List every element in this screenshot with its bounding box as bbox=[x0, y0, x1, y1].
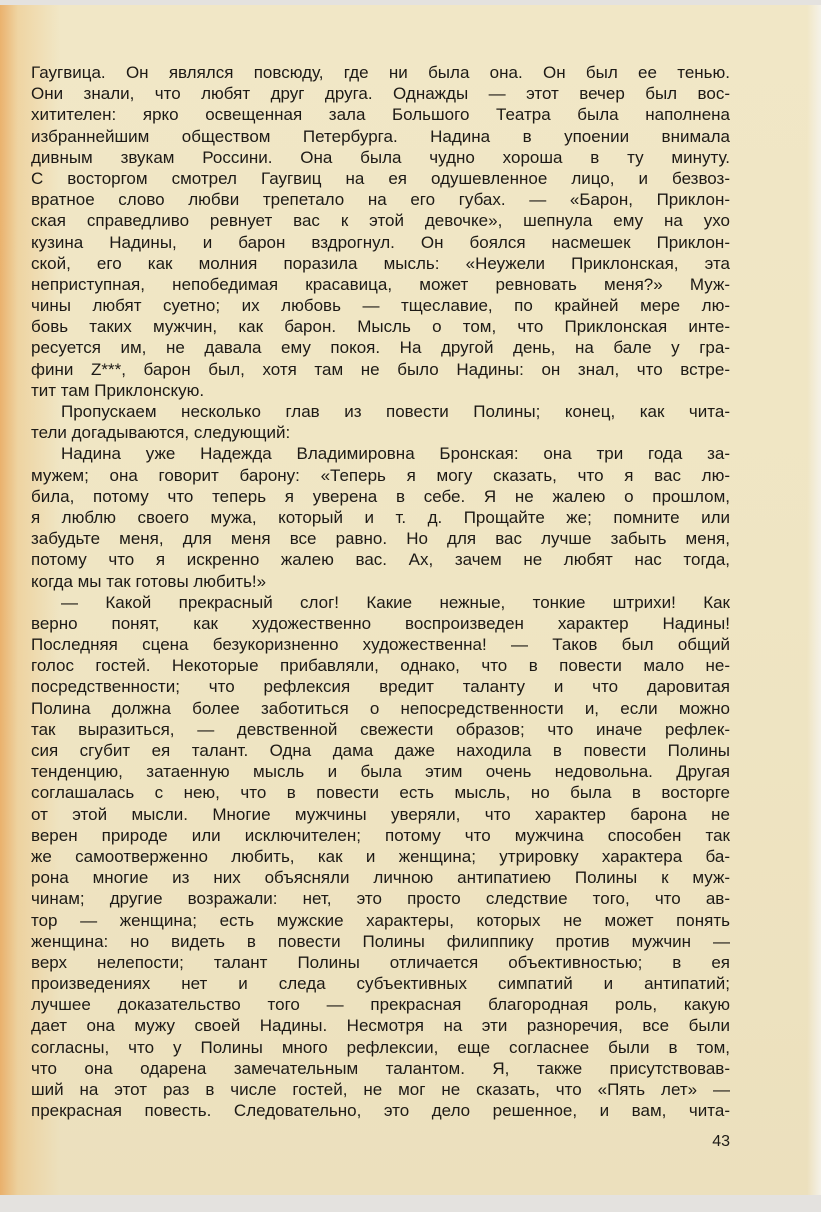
text-line: хитителен: ярко освещенная зала Большого Театра была наполнена bbox=[31, 105, 730, 125]
text-line: что она одарена замечательным талантом. Я, также присутствовав- bbox=[31, 1058, 730, 1078]
page-number: 43 bbox=[712, 1133, 730, 1150]
text-line: верно понят, как художественно воспроизведен характер Надины! bbox=[31, 613, 730, 633]
paragraph bbox=[31, 592, 730, 1122]
text-line: Надина уже Надежда Владимировна Бронская: она три года за- bbox=[61, 444, 730, 464]
text-line: ший на этот раз в числе гостей, не мог не сказать, что «Пять лет» — bbox=[31, 1080, 730, 1099]
text-line: тели догадываются, следующий: bbox=[31, 423, 291, 443]
text-line: когда мы так готовы любить!» bbox=[31, 571, 267, 591]
text-line: голос гостей. Некоторые прибавляли, однако, что в повести мало не- bbox=[31, 656, 730, 676]
text-line: верен природе или исключителен; потому что мужчина способен так bbox=[31, 825, 730, 845]
text-line: Они знали, что любят друг друга. Однажды — этот вечер был вос- bbox=[31, 84, 730, 104]
paragraph bbox=[31, 401, 730, 443]
text-line: бовь таких мужчин, как барон. Мысль о том, что Приклонская инте- bbox=[31, 317, 730, 337]
text-line: же самоотверженно любить, как и женщина; утрировку характера ба- bbox=[31, 846, 730, 866]
text-line: потому что я искренно жалею вас. Ах, зачем не любят нас тогда, bbox=[31, 550, 730, 570]
paragraph bbox=[31, 62, 730, 401]
text-line: забудьте меня, для меня все равно. Но для вас лучше забыть меня, bbox=[31, 529, 730, 549]
text-line: чины любят суетно; их любовь — тщеславие, по крайней мере лю- bbox=[31, 296, 730, 316]
text-line: женщина: но видеть в повести Полины филиппику против мужчин — bbox=[31, 931, 730, 951]
text-line: ская справедливо ревнует вас к этой девочке», шепнула ему на ухо bbox=[31, 211, 730, 231]
text-line: соглашалась с нею, что в повести есть мысль, но была в восторге bbox=[31, 783, 730, 803]
text-line: лучшее доказательство того — прекрасная благородная роль, какую bbox=[31, 995, 730, 1015]
text-line: тенденцию, затаенную мысль и была этим очень недовольна. Другая bbox=[31, 762, 730, 782]
book-page bbox=[0, 5, 821, 1195]
text-line: Пропускаем несколько глав из повести Полины; конец, как чита- bbox=[61, 402, 730, 421]
text-line: согласны, что у Полины много рефлексии, еще согласнее были в том, bbox=[31, 1037, 730, 1057]
text-line: Полина должна более заботиться о непосредственности и, если можно bbox=[31, 698, 730, 718]
text-line: чинам; другие возражали: нет, это просто следствие того, что ав- bbox=[31, 889, 730, 909]
text-line: Последняя сцена безукоризненно художественна! — Таков был общий bbox=[31, 635, 730, 655]
text-line: от этой мысли. Многие мужчины уверяли, что характер барона не bbox=[31, 804, 730, 824]
body-text bbox=[31, 62, 730, 1121]
text-line: сия сгубит ея талант. Одна дама даже находила в повести Полины bbox=[31, 741, 730, 760]
paragraph bbox=[31, 443, 730, 591]
text-line: Гаугвица. Он являлся повсюду, где ни была она. Он был ее тенью. bbox=[31, 63, 730, 82]
text-line: — Какой прекрасный слог! Какие нежные, тонкие штрихи! Как bbox=[61, 592, 730, 612]
text-line: кузина Надины, и барон вздрогнул. Он боялся насмешек Приклон- bbox=[31, 232, 730, 252]
text-line: вратное слово любви трепетало на его губах. — «Барон, Приклон- bbox=[31, 190, 730, 210]
text-line: тит там Приклонскую. bbox=[31, 380, 205, 400]
text-line: верх нелепости; талант Полины отличается объективностью; в ея bbox=[31, 952, 730, 972]
text-line: ской, его как молния поразила мысль: «Неужели Приклонская, эта bbox=[31, 253, 730, 273]
text-line: дивным звукам Россини. Она была чудно хороша в ту минуту. bbox=[31, 147, 730, 167]
text-line: С восторгом смотрел Гаугвиц на ея одушевленное лицо, и безвоз- bbox=[31, 168, 730, 188]
text-line: произведениях нет и следа субъективных симпатий и антипатий; bbox=[31, 974, 730, 994]
text-line: прекрасная повесть. Следовательно, это дело решенное, и вам, чита- bbox=[31, 1101, 730, 1121]
text-line: тор — женщина; есть мужские характеры, которых не может понять bbox=[31, 910, 730, 930]
text-line: избраннейшим обществом Петербурга. Надина в упоении внимала bbox=[31, 126, 730, 146]
text-line: мужем; она говорит барону: «Теперь я могу сказать, что я вас лю- bbox=[31, 465, 730, 485]
text-line: фини Z***, барон был, хотя там не было Надины: он знал, что встре- bbox=[31, 359, 730, 379]
text-line: била, потому что теперь я уверена в себе. Я не жалею о прошлом, bbox=[31, 486, 730, 506]
text-line: я люблю своего мужа, который и т. д. Прощайте же; помните или bbox=[31, 507, 730, 527]
text-line: рона многие из них объясняли личною антипатиею Полины к муж- bbox=[31, 868, 730, 888]
text-line: дает она мужу своей Надины. Несмотря на эти разноречия, все были bbox=[31, 1016, 730, 1036]
text-line: так выразиться, — девственной свежести образов; что иначе рефлек- bbox=[31, 719, 730, 739]
text-line: посредственности; что рефлексия вредит таланту и что даровитая bbox=[31, 677, 730, 697]
text-line: неприступная, непобедимая красавица, может ревновать меня?» Муж- bbox=[31, 274, 730, 294]
text-line: ресуется им, не давала ему покоя. На другой день, на бале у гра- bbox=[31, 338, 730, 358]
